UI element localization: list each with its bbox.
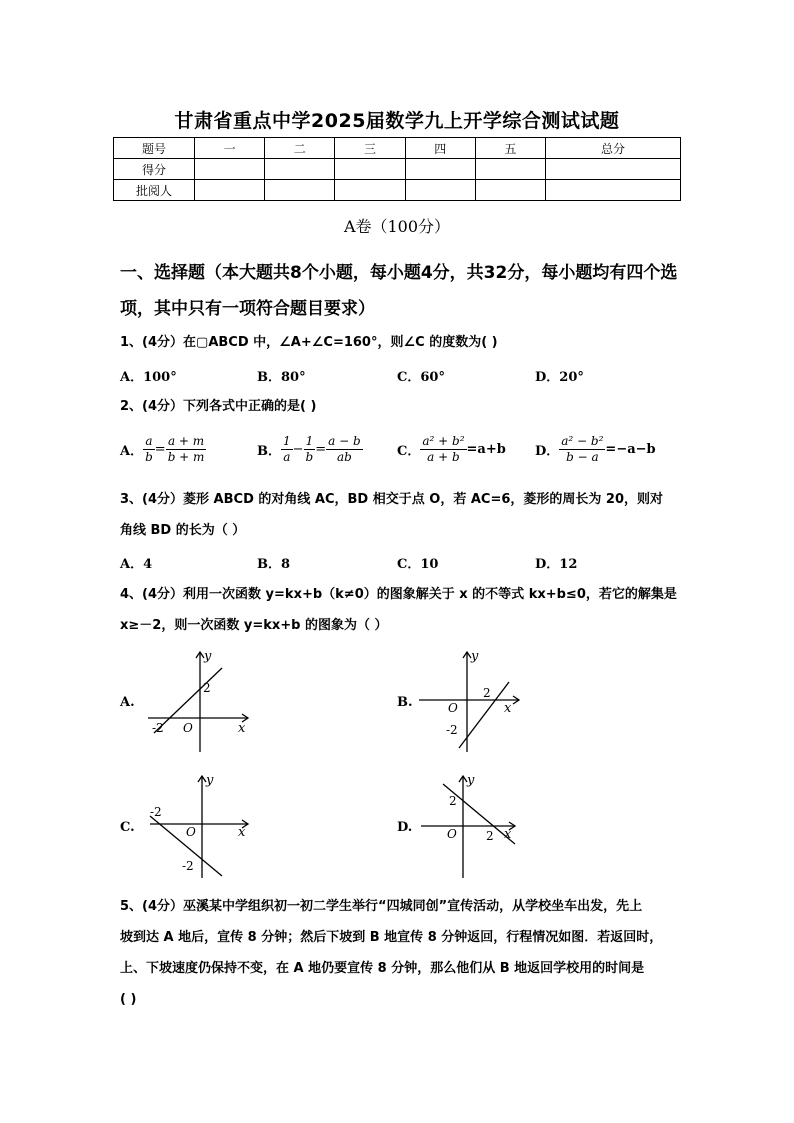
table-header-cell: 五 [475,138,545,159]
x-axis-label: x [238,825,246,840]
y-intercept-label: -2 [446,723,458,737]
q3-stem-line1: 3、(4分）菱形 ABCD 的对角线 AC，BD 相交于点 O，若 AC=6，菱形的周长为 20，则对 [120,492,663,507]
y-axis-label: y [206,773,214,788]
q4-graph-d-label: D. [397,820,413,835]
denominator: ab [336,450,352,464]
denominator: a + b [427,450,460,464]
origin-label: O [183,721,193,735]
table-header-cell: 四 [405,138,475,159]
q4-stem-line1: 4、(4分）利用一次函数 y=kx+b（k≠0）的图象解关于 x 的不等式 kx+b≤0，若它的解集是 [120,587,677,602]
numerator: a² + b² [422,434,465,448]
fraction [143,434,155,465]
table-row [114,159,681,180]
q1-option-b: B．80° [257,370,306,385]
score-table [113,137,681,201]
q1-option-c: C．60° [397,370,445,385]
q3-option-a: A．4 [120,557,153,572]
q4-graph-b-label: B. [397,695,413,710]
origin-label: O [447,827,457,841]
table-header-cell: 一 [195,138,265,159]
table-header-cell: 题号 [114,138,195,159]
q2-stem: 2、(4分）下列各式中正确的是( ) [120,399,317,414]
x-intercept-label: 2 [483,686,491,700]
table-cell [475,180,545,201]
denominator: b − a [566,450,599,464]
table-row [114,180,681,201]
x-axis-label: x [238,721,246,736]
numerator: a² − b² [561,434,604,448]
fraction [304,434,316,465]
q2-option-a-label: A． [120,444,144,459]
fraction [326,434,363,465]
q4-graph-b [415,648,535,758]
table-cell [405,159,475,180]
x-intercept-label: -2 [150,805,162,819]
table-cell [546,159,681,180]
q2-option-c [397,434,506,465]
q4-graph-a [140,648,260,758]
denominator: b [305,450,314,464]
fraction [420,434,466,465]
equals-sign: = [315,442,327,457]
y-intercept-label: -2 [182,859,194,873]
q4-graph-d [415,772,535,882]
q2-option-d-rhs: =−a−b [605,442,656,457]
q2-option-b [257,434,363,465]
section-a-heading: A卷（100分） [343,217,451,236]
q5-line2: 坡到达 A 地后，宣传 8 分钟；然后下坡到 B 地宣传 8 分钟返回，行程情况如图．若返回时， [120,930,663,945]
table-cell [546,180,681,201]
denominator: a [283,450,291,464]
numerator: a [143,434,155,450]
q4-graph-c-label: C. [120,820,135,835]
numerator: a − b [328,434,361,448]
x-intercept-label: -2 [152,721,164,735]
table-header-cell: 二 [265,138,335,159]
table-cell [265,180,335,201]
numerator: a + m [166,434,207,450]
y-axis-label: y [204,649,212,664]
q4-graph-c [140,772,260,882]
q3-option-c: C．10 [397,557,439,572]
table-header-cell: 总分 [546,138,681,159]
table-cell: 得分 [114,159,195,180]
minus-sign: − [292,442,304,457]
x-intercept-label: 2 [486,829,494,843]
q2-option-d [535,434,656,465]
q3-option-d: D．12 [535,557,578,572]
q5-line4: ( ) [120,992,137,1007]
table-cell [195,159,265,180]
q2-option-d-label: D． [535,444,560,459]
x-axis-label: x [504,827,512,842]
q4-stem-line2: x≥－2，则一次函数 y=kx+b 的图象为（ ） [120,618,388,633]
table-cell [405,180,475,201]
table-cell [335,180,405,201]
table-cell [265,159,335,180]
q1-option-d: D．20° [535,370,584,385]
part1-heading: 一、选择题（本大题共8个小题，每小题4分，共32分，每小题均有四个选项，其中只有一项符合题目要求） [120,263,678,319]
q3-option-b: B．8 [257,557,291,572]
y-axis-label: y [467,773,475,788]
q4-graph-a-label: A. [120,695,135,710]
denominator: b + m [167,450,205,464]
table-cell: 批阅人 [114,180,195,201]
fraction [166,434,207,465]
x-axis-label: x [504,701,512,716]
y-axis-label: y [471,649,479,664]
table-cell [475,159,545,180]
q5-line1: 5、(4分）巫溪某中学组织初一初二学生举行“四城同创”宣传活动，从学校坐车出发，先上 [120,899,643,914]
q2-option-a [120,434,206,465]
origin-label: O [448,701,458,715]
q1-option-a: A．100° [120,370,177,385]
y-intercept-label: 2 [449,794,457,808]
q5-line3: 上、下坡速度仍保持不变，在 A 地仍要宣传 8 分钟，那么他们从 B 地返回学校用的时间是 [120,961,645,976]
q2-option-c-rhs: =a+b [466,442,506,457]
origin-label: O [186,825,196,839]
equals-sign: = [154,442,166,457]
q3-stem-line2: 角线 BD 的长为（ ） [120,523,246,538]
fraction [281,434,293,465]
numerator: 1 [283,434,291,448]
table-cell [195,180,265,201]
numerator: 1 [304,434,316,450]
y-intercept-label: 2 [203,681,211,695]
table-header-cell: 三 [335,138,405,159]
q2-option-b-label: B． [257,444,281,459]
denominator: b [145,450,153,464]
q2-option-c-label: C． [397,444,421,459]
fraction [559,434,605,465]
table-cell [335,159,405,180]
page-title: 甘肃省重点中学2025届数学九上开学综合测试试题 [174,110,620,132]
table-header-row [114,138,681,159]
q1-stem: 1、(4分）在▢ABCD 中，∠A+∠C=160°，则∠C 的度数为( ) [120,335,498,350]
